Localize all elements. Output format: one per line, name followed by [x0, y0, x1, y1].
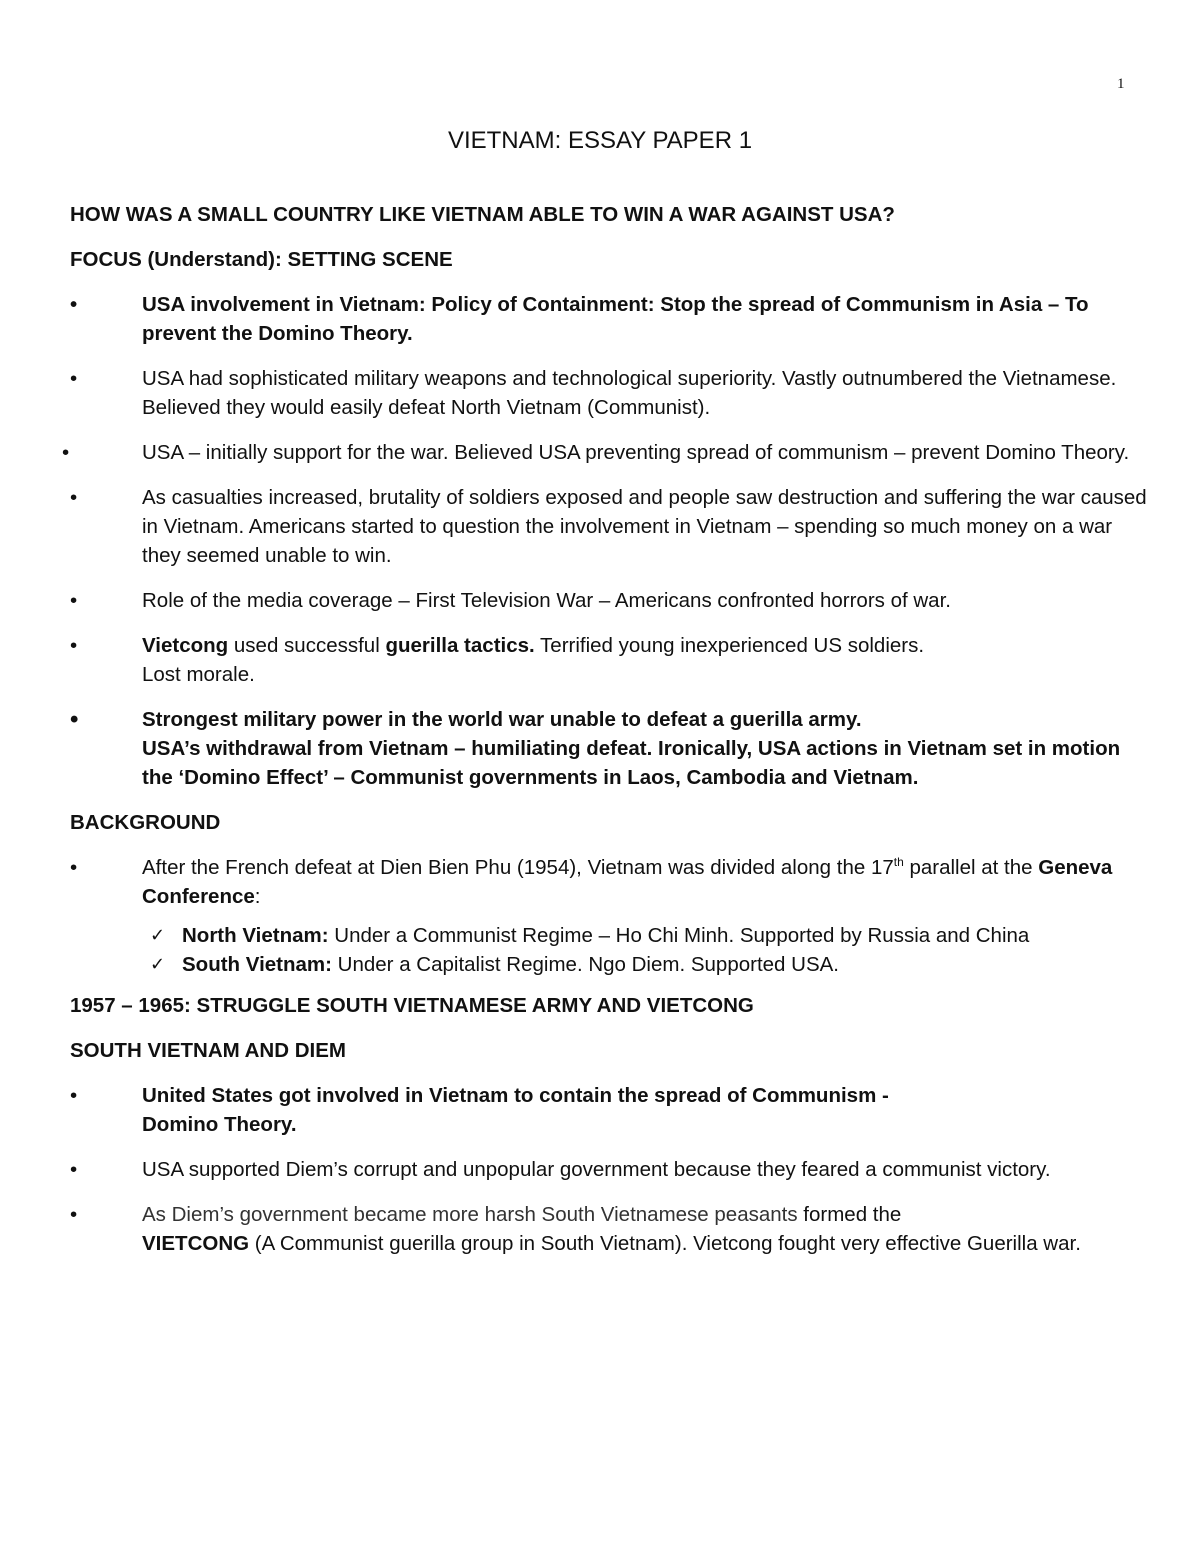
list-item: • Vietcong used successful guerilla tactics. Terrified young inexperienced US soldiers. Lost morale.: [70, 631, 1150, 689]
bullet-icon: •: [70, 1203, 78, 1226]
document-body: [62, 200, 1150, 1274]
regime-list: [70, 921, 1150, 979]
bullet-icon: •: [70, 486, 78, 509]
list-item: ✓ North Vietnam: Under a Communist Regime – Ho Chi Minh. Supported by Russia and China: [70, 921, 1150, 950]
bullet-icon: •: [70, 367, 78, 390]
bullet-icon: •: [70, 1158, 78, 1181]
list-item: • As Diem’s government became more harsh South Vietnamese peasants formed the VIETCONG (A Communist guerilla group in South Vietnam). Vietcong fought very effective Guerilla war.: [70, 1200, 1150, 1258]
page-number: 1: [1117, 76, 1125, 92]
list-item: • USA – initially support for the war. Believed USA preventing spread of communism – prevent Domino Theory.: [70, 438, 1150, 467]
essay-question: HOW WAS A SMALL COUNTRY LIKE VIETNAM ABLE TO WIN A WAR AGAINST USA?: [70, 203, 895, 226]
list-item: • USA had sophisticated military weapons and technological superiority. Vastly outnumbered the Vietnamese. Believed they would easily defeat North Vietnam (Communist).: [70, 364, 1150, 422]
period-heading: 1957 – 1965: STRUGGLE SOUTH VIETNAMESE ARMY AND VIETCONG: [70, 994, 754, 1017]
list-item: • USA involvement in Vietnam: Policy of Containment: Stop the spread of Communism in Asia – To prevent the Domino Theory.: [70, 290, 1150, 348]
bullet-icon: •: [70, 293, 78, 316]
diem-list: [70, 1081, 1150, 1258]
document-title: VIETNAM: ESSAY PAPER 1: [447, 127, 753, 154]
checkmark-icon: ✓: [150, 925, 166, 946]
checkmark-icon: ✓: [150, 954, 166, 975]
bullet-icon: •: [70, 706, 79, 733]
list-item: • United States got involved in Vietnam to contain the spread of Communism - Domino Theory.: [70, 1081, 1150, 1139]
bullet-icon: •: [62, 441, 70, 464]
list-item: • Role of the media coverage – First Television War – Americans confronted horrors of war.: [70, 586, 1150, 615]
bullet-icon: •: [70, 589, 78, 612]
bullet-icon: •: [70, 1084, 78, 1107]
list-item: • As casualties increased, brutality of soldiers exposed and people saw destruction and suffering the war caused in Vietnam. Americans started to question the involvement in Vietnam – spending so much money on a war they seemed unable to win.: [70, 483, 1150, 570]
focus-list: [62, 290, 1150, 792]
list-item: • Strongest military power in the world war unable to defeat a guerilla army. USA’s withdrawal from Vietnam – humiliating defeat. Ironically, USA actions in Vietnam set in motion the ‘Domino Effect’ – Communist governments in Laos, Cambodia and Vietnam.: [70, 706, 1121, 789]
list-item: • USA supported Diem’s corrupt and unpopular government because they feared a communist victory.: [70, 1155, 1150, 1184]
diem-heading: SOUTH VIETNAM AND DIEM: [70, 1039, 346, 1062]
focus-heading: FOCUS (Understand): SETTING SCENE: [70, 248, 453, 271]
list-item: • After the French defeat at Dien Bien Phu (1954), Vietnam was divided along the 17th parallel at the Geneva Conference:: [70, 853, 1150, 911]
background-list: [70, 853, 1150, 911]
bullet-icon: •: [70, 856, 78, 879]
list-item: ✓ South Vietnam: Under a Capitalist Regime. Ngo Diem. Supported USA.: [70, 950, 1150, 979]
background-heading: BACKGROUND: [70, 811, 221, 834]
bullet-icon: •: [70, 634, 78, 657]
